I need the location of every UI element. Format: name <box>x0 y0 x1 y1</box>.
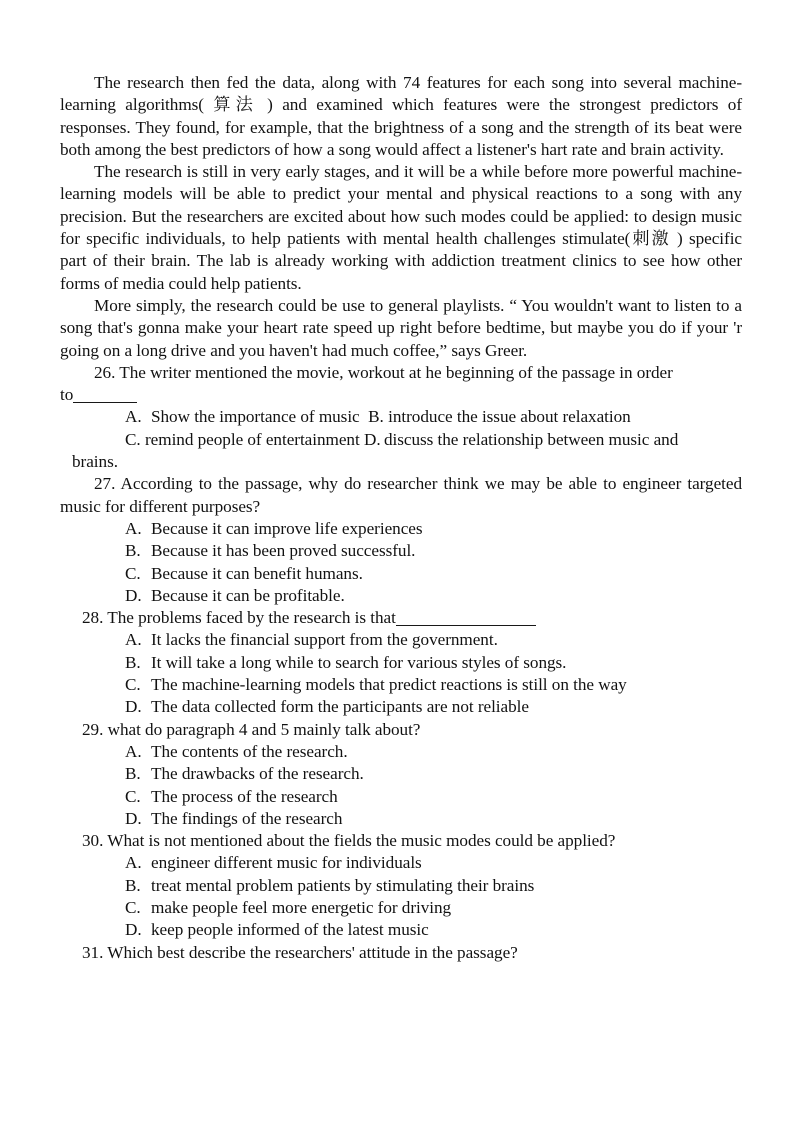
question-26-answer-blank[interactable] <box>73 402 137 403</box>
question-29-option-c-text: The process of the research <box>151 786 338 806</box>
question-28-option-b-letter: B. <box>125 652 141 672</box>
question-26-option-b-letter: B. <box>368 407 384 427</box>
question-27-option-c-letter: C. <box>125 563 141 583</box>
question-26-option-b-text[interactable]: introduce the issue about relaxation <box>388 407 631 427</box>
question-30-option-d-letter: D. <box>125 920 142 940</box>
question-29-option-a-text: The contents of the research. <box>151 741 348 761</box>
question-26-option-d-wrap: brains. <box>72 452 118 472</box>
question-30-option-a-text: engineer different music for individuals <box>151 853 422 873</box>
question-26-option-d-letter: D. <box>363 429 381 449</box>
question-30-option-b-letter: B. <box>125 875 141 895</box>
question-26-stem-line-2 <box>60 384 742 406</box>
question-26-option-a-text[interactable]: Show the importance of music <box>151 407 360 427</box>
question-28-option-a[interactable] <box>60 629 742 651</box>
question-26-option-c-text[interactable]: remind people of entertainment <box>145 429 360 449</box>
question-27-option-d-letter: D. <box>125 585 142 605</box>
question-27-option-c[interactable] <box>60 563 742 585</box>
question-28-option-a-text: It lacks the financial support from the government. <box>151 630 498 650</box>
question-27-option-d[interactable] <box>60 585 742 607</box>
question-30-option-a-letter: A. <box>125 853 142 873</box>
question-28-answer-blank[interactable] <box>396 625 536 626</box>
question-26-option-c-letter: C. <box>125 429 141 449</box>
question-31-stem: 31. Which best describe the researchers' attitude in the passage? <box>82 942 518 962</box>
question-28-option-c-text: The machine-learning models that predict reactions is still on the way <box>151 675 627 695</box>
question-29-option-a[interactable] <box>60 741 742 763</box>
question-26-option-row-1 <box>60 406 742 428</box>
question-30-option-d-text: keep people informed of the latest music <box>151 920 429 940</box>
question-29-option-a-letter: A. <box>125 741 142 761</box>
question-29-stem: 29. what do paragraph 4 and 5 mainly talk about? <box>82 719 421 739</box>
question-26-option-row-2 <box>60 429 742 451</box>
question-30-option-c[interactable] <box>60 897 742 919</box>
question-26-option-a-letter: A. <box>125 407 142 427</box>
question-28-stem <box>60 607 742 629</box>
question-29-option-d-text: The findings of the research <box>151 808 343 828</box>
question-27-option-a-letter: A. <box>125 518 142 538</box>
question-29-option-b-letter: B. <box>125 764 141 784</box>
question-29-option-d[interactable] <box>60 808 742 830</box>
question-28-stem-text: 28. The problems faced by the research is that <box>82 608 396 628</box>
question-30-option-d[interactable] <box>60 919 742 941</box>
question-28-option-b-text: It will take a long while to search for various styles of songs. <box>151 652 567 672</box>
question-28-option-a-letter: A. <box>125 630 142 650</box>
question-30-option-b-text: treat mental problem patients by stimulating their brains <box>151 875 535 895</box>
question-29-option-c-letter: C. <box>125 786 141 806</box>
question-29-option-d-letter: D. <box>125 808 142 828</box>
question-30-option-c-text: make people feel more energetic for driving <box>151 897 452 917</box>
question-29-option-c[interactable] <box>60 786 742 808</box>
question-28-option-d-text: The data collected form the participants are not reliable <box>151 697 529 717</box>
question-28-option-b[interactable] <box>60 652 742 674</box>
question-30-stem: 30. What is not mentioned about the fields the music modes could be applied? <box>82 831 616 851</box>
question-27-stem: 27. According to the passage, why do researcher think we may be able to engineer targeted music for different purposes? <box>60 474 742 516</box>
question-28-option-c-letter: C. <box>125 675 141 695</box>
body-paragraph-1: The research then fed the data, along with 74 features for each song into several machine-learning algorithms( 算法 ) and examined which features were the strongest predictors of responses. They found, for example, that the brightness of a song and the strength of its beat were both among the best predictors of how a song would affect a listener's hart rate and brain activity. <box>60 73 742 159</box>
question-27-option-d-text: Because it can be profitable. <box>151 585 345 605</box>
question-28-option-c[interactable] <box>60 674 742 696</box>
question-27-option-b-letter: B. <box>125 541 141 561</box>
question-26-stem-tail: to <box>60 385 74 405</box>
question-30-option-c-letter: C. <box>125 897 141 917</box>
question-29-option-b[interactable] <box>60 763 742 785</box>
body-paragraph-3: More simply, the research could be use to general playlists. “ You wouldn't want to listen to a song that's gonna make your heart rate speed up right before bedtime, but maybe you do if your 'r going on a long drive and you haven't had much coffee,” says Greer. <box>60 295 742 360</box>
question-26-stem-line-1: 26. The writer mentioned the movie, workout at he beginning of the passage in order <box>94 362 673 382</box>
page-content <box>60 72 742 964</box>
question-28-option-d-letter: D. <box>125 697 142 717</box>
question-27-option-b[interactable] <box>60 540 742 562</box>
question-27-option-c-text: Because it can benefit humans. <box>151 563 363 583</box>
question-27-option-a[interactable] <box>60 518 742 540</box>
question-26-option-d-text[interactable]: discuss the relationship between music and <box>383 429 679 449</box>
question-30-option-a[interactable] <box>60 852 742 874</box>
body-paragraph-2: The research is still in very early stages, and it will be a while before more powerful machine-learning models will be able to predict your mental and physical reactions to a song with any precision. But the researchers are excited about how such modes could be applied: to design music for specific individuals, to help patients with mental health challenges stimulate(刺激 ) specific part of their brain. The lab is already working with addiction treatment clinics to see how other forms of media could help patients. <box>60 162 742 293</box>
question-28-option-d[interactable] <box>60 696 742 718</box>
question-29-option-b-text: The drawbacks of the research. <box>151 764 364 784</box>
question-27-option-b-text: Because it has been proved successful. <box>151 541 416 561</box>
question-27-option-a-text: Because it can improve life experiences <box>151 518 423 538</box>
question-30-option-b[interactable] <box>60 875 742 897</box>
